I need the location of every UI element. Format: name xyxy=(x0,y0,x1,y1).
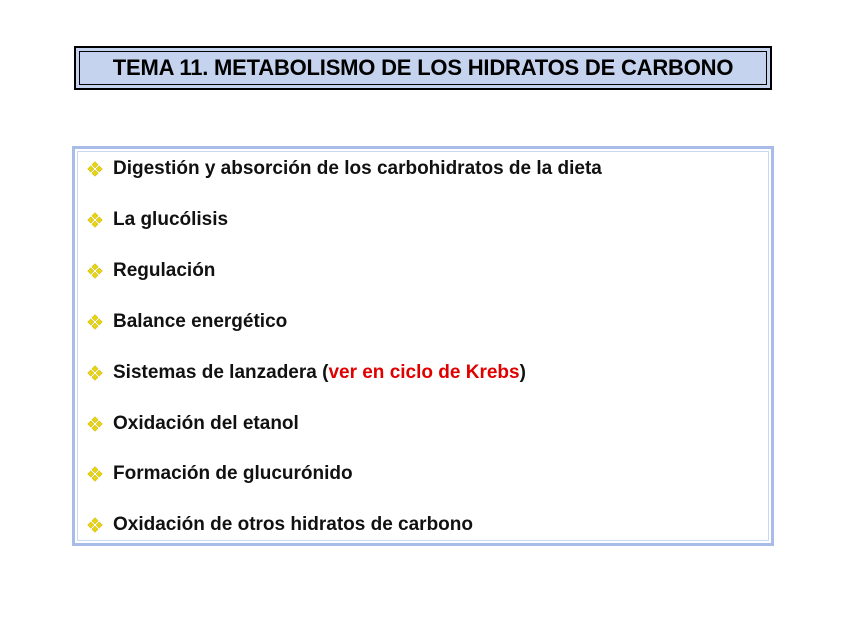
list-item-text-after: ) xyxy=(519,362,526,383)
list-item-text: Oxidación de otros hidratos de carbono xyxy=(113,514,473,535)
four-diamond-bullet-icon xyxy=(87,212,103,228)
four-diamond-bullet-icon xyxy=(87,466,103,482)
list-item xyxy=(87,158,602,180)
four-diamond-bullet-icon xyxy=(87,263,103,279)
page-title: TEMA 11. METABOLISMO DE LOS HIDRATOS DE CARBONO xyxy=(112,55,734,80)
topic-list xyxy=(72,146,774,546)
list-item-text: La glucólisis xyxy=(113,209,229,230)
list-item xyxy=(87,514,473,536)
list-item xyxy=(87,463,353,485)
title-box xyxy=(74,46,772,90)
list-item xyxy=(87,260,215,282)
four-diamond-bullet-icon xyxy=(87,517,103,533)
list-item xyxy=(87,413,299,435)
list-item xyxy=(87,311,287,333)
list-item-text: Balance energético xyxy=(113,311,288,332)
list-item-text: Regulación xyxy=(113,260,216,281)
list-item-text: Digestión y absorción de los carbohidratos de la dieta xyxy=(113,158,602,179)
four-diamond-bullet-icon xyxy=(87,365,103,381)
four-diamond-bullet-icon xyxy=(87,314,103,330)
list-item-text-before: Sistemas de lanzadera ( xyxy=(113,362,329,383)
four-diamond-bullet-icon xyxy=(87,161,103,177)
four-diamond-bullet-icon xyxy=(87,416,103,432)
krebs-reference-text: ver en ciclo de Krebs xyxy=(328,362,520,383)
list-item xyxy=(87,362,526,384)
list-item-text: Formación de glucurónido xyxy=(113,463,353,484)
list-item xyxy=(87,209,228,231)
list-item-text: Oxidación del etanol xyxy=(113,413,299,434)
